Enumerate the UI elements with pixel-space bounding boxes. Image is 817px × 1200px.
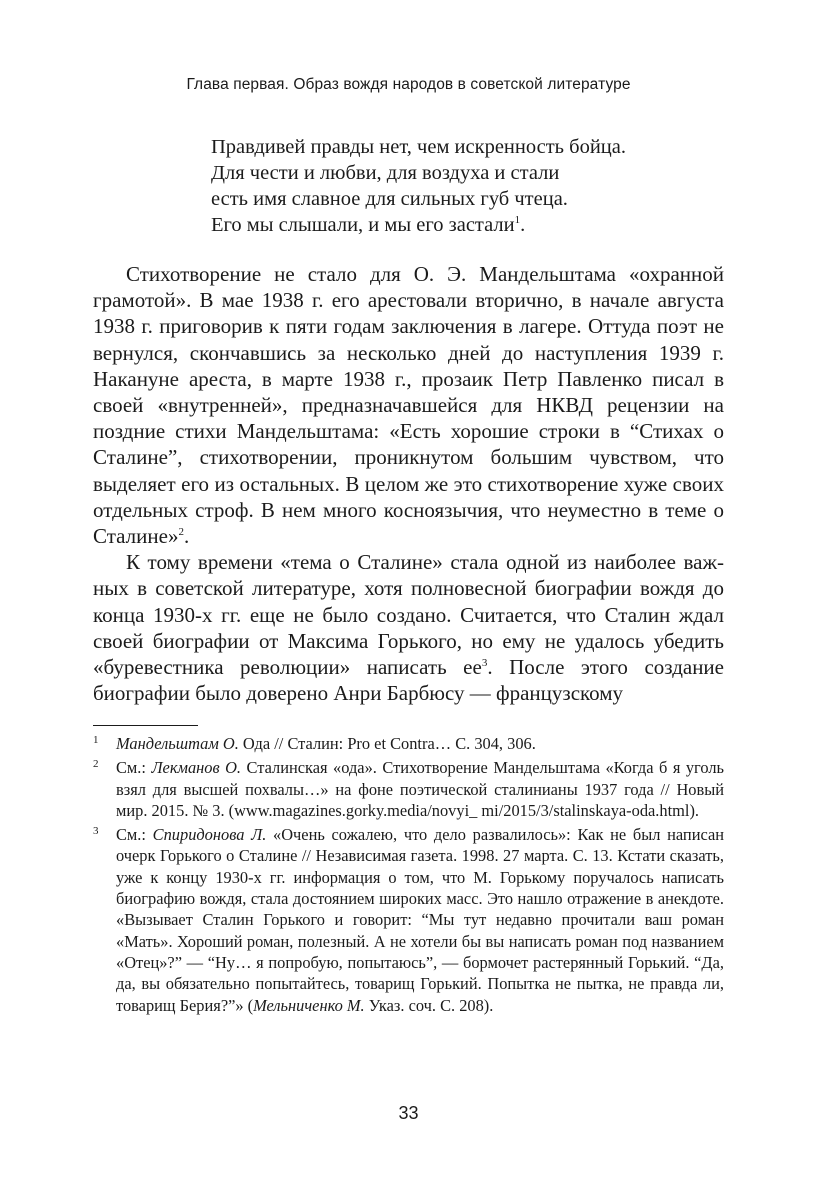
paragraph: К тому времени «тема о Сталине» стала одной из наиболее важных в советской литературе, хотя полновесной биографии вождя до конца 1930-х гг. еще не было создано. Считается, что Сталин ждал своей биографии от Максима Горького, но ему не удалось убедить «буревестника революции» написать $ее^3$. После этого создание биографии было доверено Анри Барбюсу — французскому xyxy=(93,550,724,706)
footnote: 3 См.: Спиридонова Л. «Очень сожалею, что дело развалилось»: Как не был написан очерк Горького о Сталине // Независимая газета. 1998. 27 марта. С. 13. Кстати сказать, уже к концу 1930-х гг. информация о том, что М. Горькому поручалось написать биографию вождя, стала достоянием широких масс. Это нашло отражение в анекдоте. «Вызывает Сталин Горького и говорит: “Мы тут недавно прочитали ваш роман «Мать». Хороший роман, полезный. А не хотели бы вы написать роман под названием «Отец»?” — “Ну… я попробую, попытаюсь”, — бормочет растерянный Горький. “Да, да, вы обязательно попытайтесь, товарищ Горький. Попытка не пытка, не правда ли, товарищ Берия?”» (Мельниченко М. Указ. соч. С. 208). xyxy=(93,824,724,1016)
footnote-number: 1 xyxy=(93,734,99,746)
footnote-ref: 1 xyxy=(514,214,521,227)
footnote-author: Мельниченко М. xyxy=(253,995,365,1015)
footnote-ref: 2 xyxy=(178,526,184,539)
footnote-author: Спиридонова Л. xyxy=(152,825,267,845)
footnote-author: Лекманов О. xyxy=(151,758,242,778)
poem-stanza xyxy=(211,134,771,238)
footnote-number: 3 xyxy=(93,825,99,838)
main-text xyxy=(93,261,724,706)
footnote: 1 Мандельштам О. Ода // Сталин: Pro et Contra… С. 304, 306. xyxy=(93,733,724,754)
poem-line: Правдивей правды нет, чем искренность бойца. xyxy=(211,136,626,158)
footnote: 2 См.: Лекманов О. Сталинская «ода». Стихотворение Мандельштама «Когда б я уголь взял для высшей похвалы…» на фоне поэтической сталинианы 1937 года // Новый мир. 2015. № 3. (www.magazines.gorky.media/novyi_ mi/2015/3/stalinskaya-oda.html). xyxy=(93,757,724,821)
poem-line-last: Его мы слышали, и мы его застали$^1$. xyxy=(211,214,526,236)
footnote-author: Мандельштам О. xyxy=(116,734,239,753)
paragraph: Стихотворение не стало для О. Э. Мандельштама «охранной грамотой». В мае 1938 г. его арестовали вторично, в начале августа 1938 г. приговорив к пяти годам заключения в лагере. Оттуда поэт не вернулся, скончавшись за несколько дней до наступления 1939 г. Накануне ареста, в марте 1938 г., прозаик Петр Павленко писал в своей «внутренней», предназначавшейся для НКВД рецензии на поздние стихи Мандельштама: «Есть хорошие строки в “Стихах о Сталине”, стихотворении, проникнутом большим чувством, что выделяет его из остальных. В целом же это стихотворение хуже своих отдельных строф. В нем много косноязычия, что неуместно в теме о Сталине»$^2$. xyxy=(93,262,724,549)
poem-line: есть имя славное для сильных губ чтеца. xyxy=(211,188,568,210)
footnote-ref: 3 xyxy=(481,657,488,670)
footnote-divider xyxy=(93,725,198,726)
footnotes xyxy=(93,733,724,1019)
footnote-number: 2 xyxy=(93,758,99,771)
page-number: 33 xyxy=(398,1103,419,1123)
running-header: Глава первая. Образ вождя народов в советской литературе xyxy=(186,76,631,93)
poem-line: Для чести и любви, для воздуха и стали xyxy=(211,162,560,184)
